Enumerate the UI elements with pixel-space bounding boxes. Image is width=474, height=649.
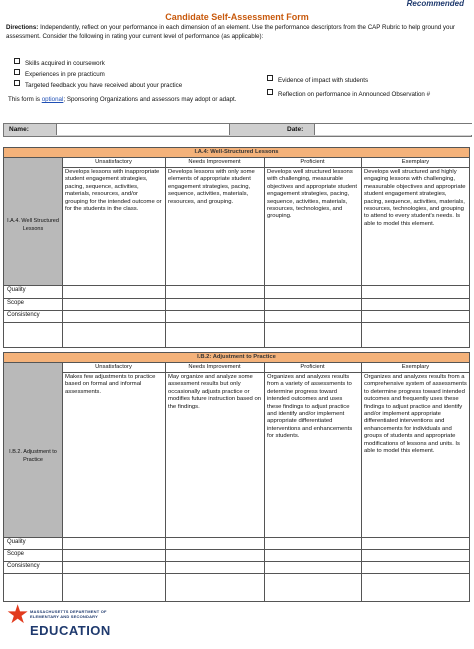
directions-text: Independently, reflect on your performance in each dimension of an element. Use the performance descriptors from the CAP Rubric to help ground your assessment. Consider the following in rating your current level of performance (as applicable): [6, 24, 455, 40]
directions [6, 24, 468, 41]
name-date-bar [3, 123, 472, 137]
star-icon: ★ [6, 599, 30, 629]
row-label-scope: Scope [7, 551, 25, 557]
row-label-quality: Quality [7, 287, 26, 293]
col-header: Proficient [264, 158, 361, 168]
row-label-consistency: Consistency [7, 563, 40, 569]
form-title: Candidate Self-Assessment Form [165, 12, 309, 22]
col-header: Needs Improvement [165, 158, 264, 168]
rubric-section-ib2 [3, 352, 470, 602]
date-label: Date: [287, 126, 304, 133]
checkbox-icon[interactable] [14, 69, 20, 75]
descriptor-cell: Makes few adjustments to practice based on formal and informal assessments. [65, 374, 156, 395]
logo-dept-text: MASSACHUSETTS DEPARTMENT OF ELEMENTARY AND SECONDARY [30, 609, 107, 619]
checklist-item: Targeted feedback you have received about your practice [14, 80, 182, 91]
checkbox-icon[interactable] [267, 89, 273, 95]
section-header: I.A.4: Well-Structured Lessons [3, 147, 470, 158]
recommended-label: Recommended [406, 0, 464, 8]
descriptor-cell: May organize and analyze some assessment results but only occasionally adjusts practice or modifies future instruction based on the findings. [168, 374, 261, 410]
checklist-right [267, 75, 467, 99]
checkbox-icon[interactable] [14, 80, 20, 86]
checklist-item: Reflection on performance in Announced Observation # [267, 89, 467, 100]
rubric-grid [3, 158, 470, 348]
element-label: I.B.2. Adjustment to Practice [9, 449, 57, 463]
optional-note: This form is optional; Sponsoring Organizations and assessors may adopt or adapt. [8, 96, 237, 103]
checkbox-icon[interactable] [267, 75, 273, 81]
col-header: Needs Improvement [165, 363, 264, 373]
rubric-grid [3, 363, 470, 602]
checklist-item: Skills acquired in coursework [14, 58, 182, 69]
directions-label: Directions: [6, 24, 39, 31]
checkbox-icon[interactable] [14, 58, 20, 64]
descriptor-cell: Develops well structured and highly engaging lessons with challenging, measurable objectives and appropriate student engagement strategies, pacing, sequence, activities, materials, resources, technologies, and grouping to attend to every student's needs. Is able to model this element. [364, 169, 466, 227]
row-label-consistency: Consistency [7, 312, 40, 318]
checklist-item: Experiences in pre practicum [14, 69, 182, 80]
descriptor-cell: Develops lessons with inappropriate student engagement strategies, pacing, sequence, activities, materials, resources, and/or grouping for the intended outcome or for the students in the class. [65, 169, 162, 213]
row-label-scope: Scope [7, 300, 25, 306]
element-label: I.A.4. Well Structured Lessons [7, 218, 59, 232]
section-header: I.B.2: Adjustment to Practice [3, 352, 470, 363]
row-label-quality: Quality [7, 539, 26, 545]
col-header: Proficient [264, 363, 361, 373]
descriptor-cell: Develops well structured lessons with challenging, measurable objectives and appropriate student engagement strategies, pacing, sequence, activities, materials, resources, technologies, and grouping. [267, 169, 358, 220]
checklist-left [14, 58, 182, 90]
logo-education-text: EDUCATION [30, 623, 111, 638]
col-header: Unsatisfactory [62, 363, 165, 373]
optional-link[interactable]: optional [41, 96, 64, 103]
col-header: Exemplary [361, 363, 470, 373]
descriptor-cell: Develops lessons with only some elements of appropriate student engagement strategies, pacing, sequence, activities, materials, resources, and grouping. [168, 169, 255, 205]
name-label: Name: [9, 126, 29, 133]
descriptor-cell: Organizes and analyzes results from a comprehensive system of assessments to determine progress toward intended outcomes and frequently uses these findings to adjust practice and identify and/or implement appropriate differentiated interventions and enhancements for individuals and groups of students and appropriate modifications of lessons and units. Is able to model this element. [364, 374, 467, 455]
rubric-section-ia4 [3, 147, 470, 348]
dese-logo [6, 601, 156, 645]
date-field[interactable] [314, 124, 472, 135]
col-header: Exemplary [361, 158, 470, 168]
col-header: Unsatisfactory [62, 158, 165, 168]
checklist-item: Evidence of impact with students [267, 75, 467, 86]
descriptor-cell: Organizes and analyzes results from a variety of assessments to determine progress toward intended outcomes and uses these findings to adjust practice and identify and/or implement appropriate differentiated interventions and enhancements for students. [267, 374, 353, 440]
name-field[interactable] [56, 124, 230, 135]
